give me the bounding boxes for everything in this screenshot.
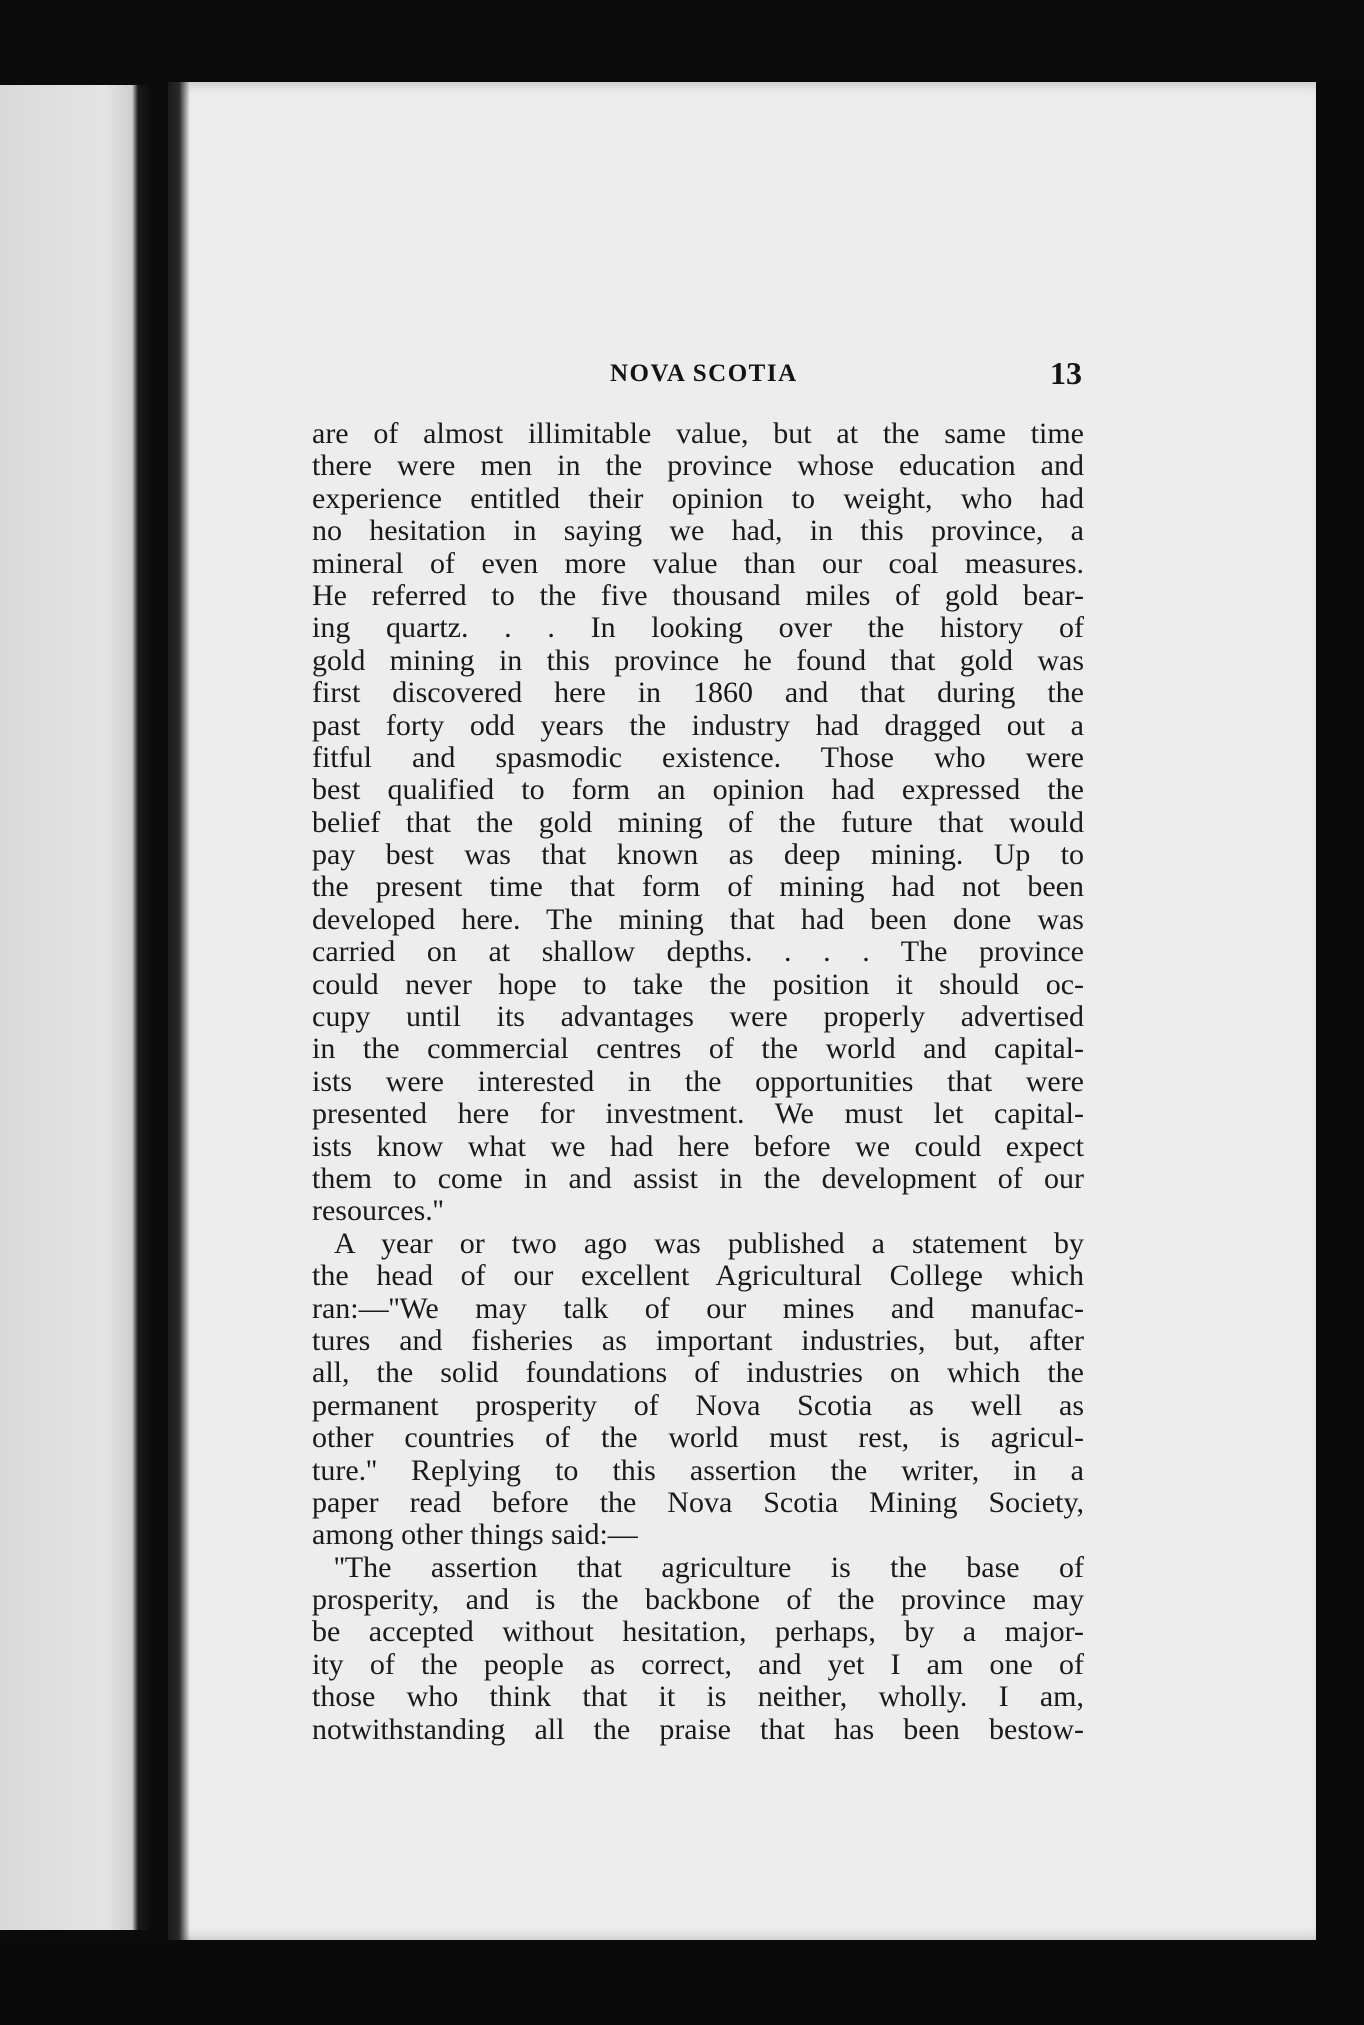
paragraph-end-line: among other things said:—	[312, 1519, 638, 1552]
text-line: them to come in and assist in the development of our	[312, 1162, 1084, 1195]
text-line: ture.'' Replying to this assertion the writer, in a	[312, 1454, 1084, 1487]
text-line: notwithstanding all the praise that has been bestow-	[312, 1713, 1084, 1746]
text-line: carried on at shallow depths. . . . The province	[312, 936, 1084, 969]
text-line: gold mining in this province he found that gold was	[312, 644, 1084, 677]
text-line: paper read before the Nova Scotia Mining Society,	[312, 1486, 1084, 1519]
body-text	[312, 418, 1084, 1746]
paragraph-start-line: ''The assertion that agriculture is the base of	[334, 1551, 1084, 1584]
paragraph-end-line: resources.''	[312, 1195, 444, 1228]
text-line: no hesitation in saying we had, in this province, a	[312, 515, 1084, 548]
paragraph-start-line: A year or two ago was published a statement by	[334, 1227, 1084, 1260]
text-line: prosperity, and is the backbone of the province may	[312, 1584, 1084, 1617]
text-line: the present time that form of mining had not been	[312, 871, 1084, 904]
text-line: mineral of even more value than our coal measures.	[312, 547, 1084, 580]
text-line: permanent prosperity of Nova Scotia as well as	[312, 1389, 1084, 1422]
text-line: first discovered here in 1860 and that during the	[312, 677, 1084, 710]
right-scan-margin	[1316, 82, 1364, 1940]
text-line: the head of our excellent Agricultural College which	[312, 1260, 1084, 1293]
text-line: there were men in the province whose education and	[312, 450, 1084, 483]
text-line: are of almost illimitable value, but at the same time	[312, 418, 1084, 450]
text-line: developed here. The mining that had been done was	[312, 903, 1084, 936]
text-line: ists were interested in the opportunities that were	[312, 1065, 1084, 1098]
text-line: experience entitled their opinion to weight, who had	[312, 482, 1084, 515]
text-line: fitful and spasmodic existence. Those who were	[312, 741, 1084, 774]
facing-page-edge	[0, 85, 150, 1930]
text-line: ing quartz. . . In looking over the history of	[312, 612, 1084, 645]
text-line: other countries of the world must rest, is agricul-	[312, 1422, 1084, 1455]
bottom-scan-margin	[0, 1940, 1364, 2025]
text-line: could never hope to take the position it should oc-	[312, 968, 1084, 1001]
text-line: all, the solid foundations of industries on which the	[312, 1357, 1084, 1390]
text-line: in the commercial centres of the world and capital-	[312, 1033, 1084, 1066]
text-line: ists know what we had here before we could expect	[312, 1130, 1084, 1163]
text-line: be accepted without hesitation, perhaps, by a major-	[312, 1616, 1084, 1649]
text-line: cupy until its advantages were properly advertised	[312, 1001, 1084, 1034]
running-title: NOVA SCOTIA	[610, 360, 798, 387]
text-line: belief that the gold mining of the future that would	[312, 806, 1084, 839]
text-line: ity of the people as correct, and yet I am one of	[312, 1648, 1084, 1681]
page-number: 13	[1050, 355, 1082, 391]
text-line: those who think that it is neither, wholly. I am,	[312, 1681, 1084, 1714]
text-line: pay best was that known as deep mining. Up to	[312, 839, 1084, 872]
text-line: He referred to the five thousand miles of gold bear-	[312, 579, 1084, 612]
text-line: tures and fisheries as important industries, but, after	[312, 1324, 1084, 1357]
text-line: best qualified to form an opinion had expressed the	[312, 774, 1084, 807]
text-line: presented here for investment. We must let capital-	[312, 1098, 1084, 1131]
text-line: past forty odd years the industry had dragged out a	[312, 709, 1084, 742]
text-line: ran:—''We may talk of our mines and manufac-	[312, 1292, 1084, 1325]
